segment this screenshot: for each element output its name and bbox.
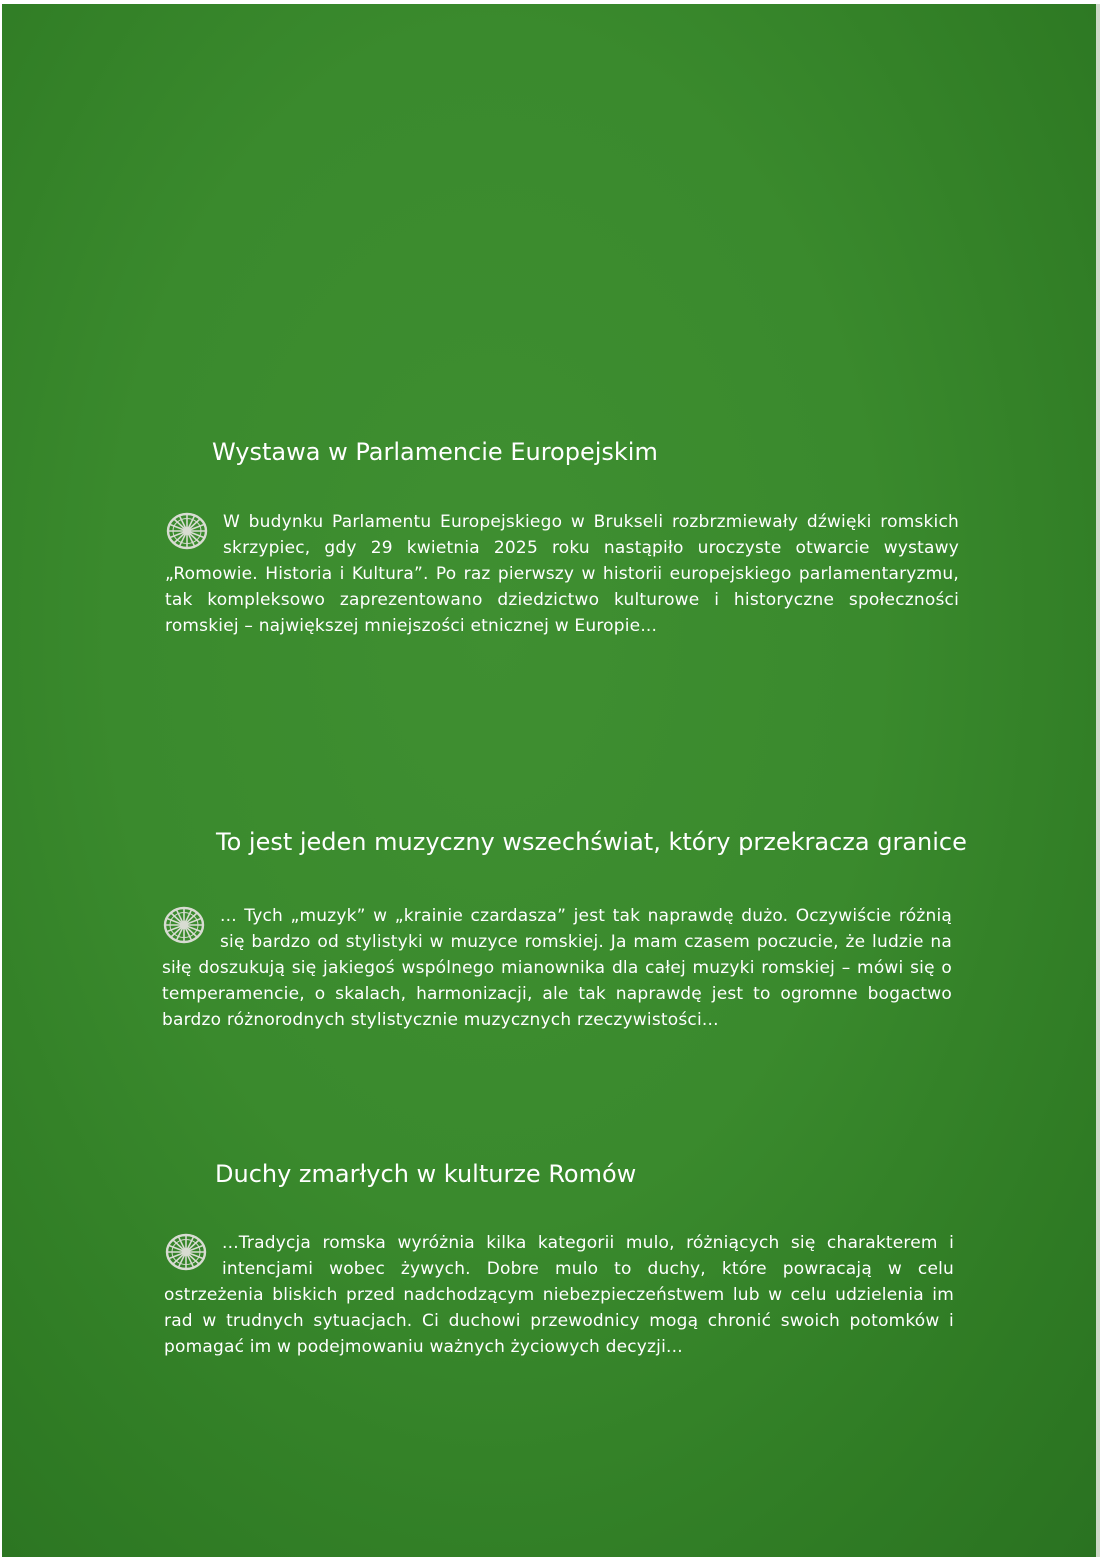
romani-wheel-icon (165, 511, 213, 553)
exhibition-paragraph: W budynku Parlamentu Europejskiego w Brukseli rozbrzmiewały dźwięki romskich skrzypiec, gdy 29 kwietnia 2025 roku nastąpiło uroczyste otwarcie wystawy „Romowie. Historia i Kultura”. Po raz pierwszy w historii europejskiego parlamentaryzmu, tak kompleksowo zaprezentowano dziedzictwo kulturowe i historyczne społeczności romskiej – największej mniejszości etnicznej w Europie... (165, 512, 959, 636)
music-paragraph: ... Tych „muzyk” w „krainie czardasza” jest tak naprawdę dużo. Oczywiście różnią się bardzo od stylistyki w muzyce romskiej. Ja mam czasem poczucie, że ludzie na siłę doszukują się jakiegoś wspólnego mianownika dla całej muzyki romskiej – mówi się o temperamencie, o skalach, harmonizacji, ale tak naprawdę jest to ogromne bogactwo bardzo różnorodnych stylistycznie muzycznych rzeczywistości... (162, 906, 952, 1030)
green-back-cover (2, 4, 1100, 1557)
section-title-spirits: Duchy zmarłych w kulturze Romów (215, 1160, 637, 1188)
spirits-paragraph: ...Tradycja romska wyróżnia kilka kategorii mulo, różniących się charakterem i intencjami wobec żywych. Dobre mulo to duchy, które powracają w celu ostrzeżenia bliskich przed nadchodzącym niebezpieczeństwem lub w celu udzielenia im rad w trudnych sytuacjach. Ci duchowi przewodnicy mogą chronić swoich potomków i pomagać im w podejmowaniu ważnych życiowych decyzji... (164, 1233, 954, 1357)
romani-wheel-icon (162, 905, 210, 947)
section-text-exhibition (165, 509, 959, 639)
romani-wheel-icon (164, 1232, 212, 1274)
section-text-music (162, 903, 952, 1033)
section-title-exhibition: Wystawa w Parlamencie Europejskim (212, 438, 658, 466)
section-title-music: To jest jeden muzyczny wszechświat, który przekracza granice (216, 828, 967, 856)
section-text-spirits (164, 1230, 954, 1360)
